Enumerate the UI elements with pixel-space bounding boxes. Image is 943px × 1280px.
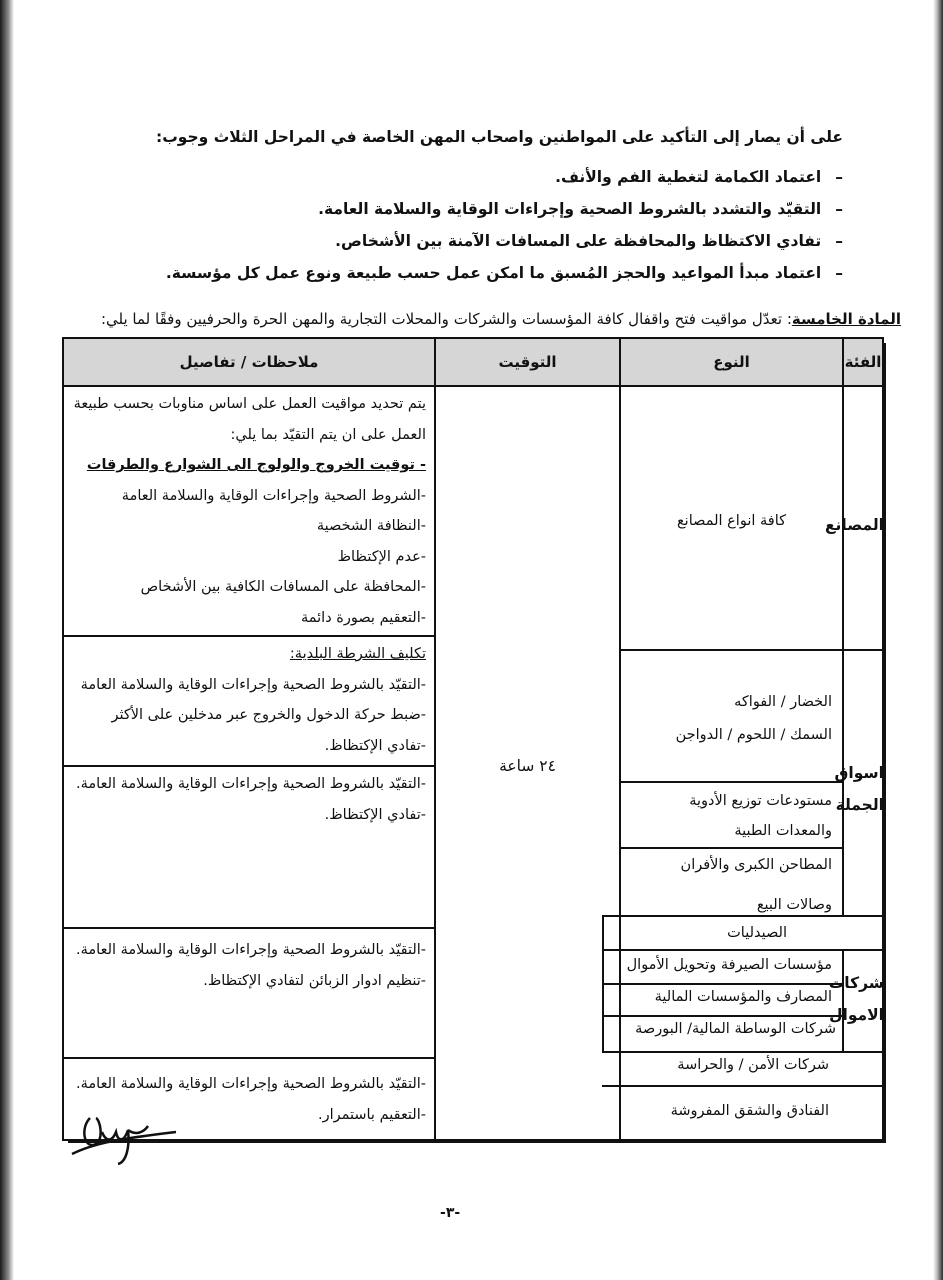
signature-mark bbox=[66, 1098, 186, 1168]
article-five bbox=[41, 310, 901, 328]
header-category: الفئة bbox=[844, 339, 882, 387]
intro-text: على أن يصار إلى التأكيد على المواطنين واصحاب المهن الخاصة في المراحل الثلاث وجوب: bbox=[156, 128, 843, 146]
type-mills-2: وصالات البيع bbox=[756, 897, 832, 913]
type-medical-1: مستودعات توزيع الأدوية bbox=[689, 793, 832, 809]
notes-medical: -التقيّد بالشروط الصحية وإجراءات الوقاية والسلامة العامة. -تفادي الإكتظاظ. bbox=[76, 776, 426, 823]
type-mills-1: المطاحن الكبرى والأفران bbox=[680, 857, 832, 873]
header-type: النوع bbox=[621, 339, 842, 387]
bullet-item: –اعتماد الكمامة لتغطية الفم والأنف. bbox=[555, 168, 843, 186]
header-timing: التوقيت bbox=[436, 339, 619, 387]
type-pharmacies: الصيدليات bbox=[727, 925, 787, 941]
bullet-item: –اعتماد مبدأ المواعيد والحجز المُسبق ما امكن عمل حسب طبيعة ونوع عمل كل مؤسسة. bbox=[165, 264, 843, 282]
timing-value: ٢٤ ساعة bbox=[499, 757, 556, 775]
type-produce-1: الخضار / الفواكه bbox=[734, 694, 832, 710]
scan-edge-right bbox=[933, 0, 943, 1280]
type-hotels: الفنادق والشقق المفروشة bbox=[670, 1103, 829, 1119]
bullet-item: –التقيّد والتشدد بالشروط الصحية وإجراءات الوقاية والسلامة العامة. bbox=[318, 200, 843, 218]
type-security: شركات الأمن / والحراسة bbox=[677, 1057, 829, 1073]
category-money-companies: شركات الاموال bbox=[828, 974, 884, 1024]
type-factories: كافة انواع المصانع bbox=[676, 513, 787, 529]
notes-money: -التقيّد بالشروط الصحية وإجراءات الوقاية والسلامة العامة. -تنظيم ادوار الزبائن لتفادي الإكتظاظ. bbox=[76, 942, 426, 989]
category-wholesale: اسواق الجملة bbox=[834, 764, 884, 814]
type-exchange: مؤسسات الصيرفة وتحويل الأموال bbox=[626, 957, 832, 973]
schedule-table bbox=[62, 337, 886, 1143]
page-number: -٣- bbox=[440, 1205, 461, 1221]
type-medical-2: والمعدات الطبية bbox=[734, 823, 832, 839]
notes-factories: يتم تحديد مواقيت العمل على اساس مناوبات بحسب طبيعة العمل على ان يتم التقيّد بما يلي: - توقيت الخروج والولوج الى الشوارع والطرقات -الشروط الصحية وإجراءات الوقاية والسلامة العامة -النظافة الشخصية -عدم الإكتظاظ -المحافظة على المسافات الكافية بين الأشخاص -التعقيم بصورة دائمة bbox=[73, 396, 426, 626]
notes-hotels: -التقيّد بالشروط الصحية وإجراءات الوقاية والسلامة العامة. -التعقيم باستمرار. bbox=[76, 1076, 426, 1123]
article-text: : تعدّل مواقيت فتح واقفال كافة المؤسسات والشركات والمحلات التجارية والمهن الحرة والحرفيين وفقًا لما يلي: bbox=[100, 310, 792, 328]
type-banks: المصارف والمؤسسات المالية bbox=[654, 989, 832, 1005]
scan-edge-left bbox=[0, 0, 14, 1280]
category-factories: المصانع bbox=[824, 516, 884, 534]
notes-produce: تكليف الشرطة البلدية: -التقيّد بالشروط الصحية وإجراءات الوقاية والسلامة العامة -ضبط حركة الدخول والخروج عبر مدخلين على الأكثر -تفادي الإكتظاظ. bbox=[80, 646, 426, 754]
type-brokerage: شركات الوساطة المالية/ البورصة bbox=[635, 1021, 836, 1037]
article-label: المادة الخامسة bbox=[791, 310, 901, 328]
bullet-item: –تفادي الاكتظاظ والمحافظة على المسافات الآمنة بين الأشخاص. bbox=[335, 232, 843, 250]
type-produce-2: السمك / اللحوم / الدواجن bbox=[675, 727, 832, 743]
header-notes: ملاحظات / تفاصيل bbox=[64, 339, 434, 387]
